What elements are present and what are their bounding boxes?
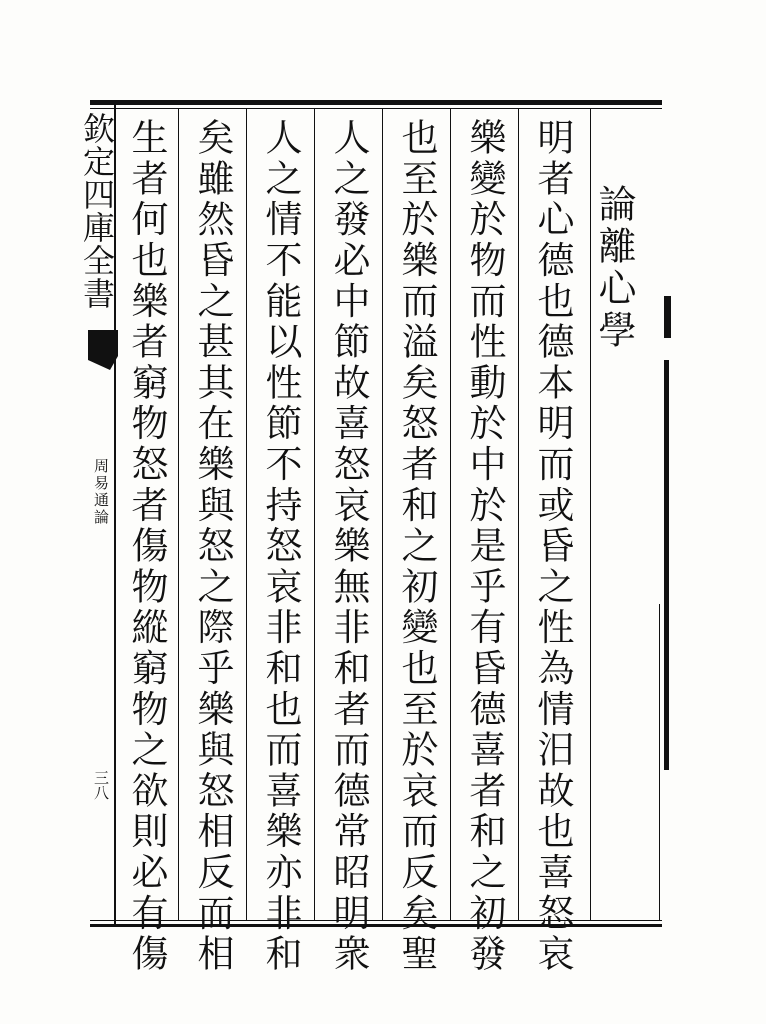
right-edge-line — [659, 604, 660, 920]
fishtail-mark — [88, 330, 118, 370]
text-column-7: 生者何也樂者窮物怒者傷物縱窮物之欲則必有傷 — [125, 118, 168, 975]
section-heading: 論離心學 — [592, 184, 636, 352]
bottom-border — [90, 924, 662, 927]
top-border — [90, 100, 662, 105]
column-rule — [314, 109, 315, 920]
text-column-6: 矣雖然昏之甚其在樂與怒之際乎樂與怒相反而相 — [191, 118, 234, 975]
column-rule — [178, 109, 179, 920]
text-column-4: 人之發必中節故喜怒哀樂無非和者而德常昭明衆 — [327, 118, 370, 975]
text-column-5: 人之情不能以性節不持怒哀非和也而喜樂亦非和 — [259, 118, 302, 975]
column-rule — [518, 109, 519, 920]
margin-book-title: 欽定四庫全書 — [78, 112, 116, 310]
margin-section-name: 周易通論 — [92, 458, 110, 526]
column-rule — [382, 109, 383, 920]
column-rule — [450, 109, 451, 920]
column-rule — [246, 109, 247, 920]
text-column-2: 樂變於物而性動於中於是乎有昏德喜者和之初發 — [463, 118, 506, 975]
text-column-3: 也至於樂而溢矣怒者和之初變也至於哀而反矣聖 — [395, 118, 438, 975]
right-edge-bar — [664, 296, 671, 338]
top-border-inner — [90, 108, 662, 109]
right-edge-bar — [664, 360, 669, 770]
margin-page-number: 三八 — [92, 770, 110, 800]
bottom-border-inner — [90, 920, 662, 921]
text-column-1: 明者心德也德本明而或昏之性為情汨故也喜怒哀 — [531, 118, 574, 975]
